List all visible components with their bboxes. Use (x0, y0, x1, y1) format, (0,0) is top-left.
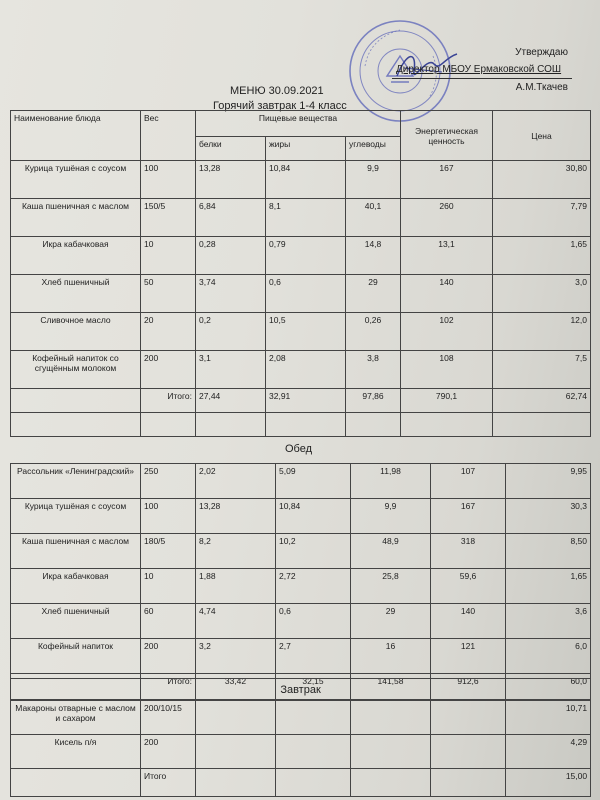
header-fat: жиры (266, 137, 346, 161)
header-price: Цена (493, 111, 591, 161)
dish-price: 30,80 (493, 161, 591, 199)
dish-carbs: 14,8 (346, 237, 401, 275)
dish-protein: 8,2 (196, 534, 276, 569)
dish-fat: 0,79 (266, 237, 346, 275)
breakfast2-title: Завтрак (11, 679, 591, 701)
dish-energy: 107 (431, 464, 506, 499)
dish-price: 8,50 (506, 534, 591, 569)
dish-name: Каша пшеничная с маслом (11, 534, 141, 569)
dish-price: 3,6 (506, 604, 591, 639)
dish-fat: 10,84 (266, 161, 346, 199)
total-fat: 32,91 (266, 389, 346, 413)
dish-name: Кисель п/я (11, 735, 141, 769)
dish-weight: 200 (141, 735, 196, 769)
dish-price: 1,65 (506, 569, 591, 604)
dish-carbs: 29 (351, 604, 431, 639)
dish-protein: 3,2 (196, 639, 276, 674)
dish-carbs: 9,9 (346, 161, 401, 199)
dish-fat: 8,1 (266, 199, 346, 237)
dish-weight: 180/5 (141, 534, 196, 569)
dish-energy: 121 (431, 639, 506, 674)
table-row (11, 464, 591, 499)
breakfast-table (10, 110, 591, 437)
dish-energy: 140 (401, 275, 493, 313)
dish-fat: 0,6 (266, 275, 346, 313)
dish-carbs: 25,8 (351, 569, 431, 604)
total-carbs: 97,86 (346, 389, 401, 413)
dish-protein: 13,28 (196, 161, 266, 199)
dish-energy: 318 (431, 534, 506, 569)
table-row (11, 639, 591, 674)
dish-fat: 2,72 (276, 569, 351, 604)
empty-cell (276, 701, 351, 735)
dish-energy: 102 (401, 313, 493, 351)
lunch-table (10, 463, 591, 700)
breakfast-total-row (11, 389, 591, 413)
dish-name: Хлеб пшеничный (11, 275, 141, 313)
menu-title: МЕНЮ 30.09.2021 (230, 85, 324, 97)
total-label: Итого (141, 769, 196, 797)
total-fat: 32,15 (276, 674, 351, 700)
dish-price: 6,0 (506, 639, 591, 674)
total-protein: 27,44 (196, 389, 266, 413)
total-energy: 790,1 (401, 389, 493, 413)
table-row (11, 161, 591, 199)
dish-weight: 100 (141, 161, 196, 199)
menu-subtitle: Горячий завтрак 1-4 класс (213, 100, 347, 112)
header-nutrients: Пищевые вещества (196, 111, 401, 137)
dish-name: Макароны отварные с маслом и сахаром (11, 701, 141, 735)
dish-price: 4,29 (506, 735, 591, 769)
dish-fat: 2,7 (276, 639, 351, 674)
empty-cell (276, 735, 351, 769)
dish-energy: 167 (401, 161, 493, 199)
dish-name: Кофейный напиток (11, 639, 141, 674)
director-name: А.М.Ткачев (392, 78, 572, 96)
total-label: Итого: (141, 389, 196, 413)
dish-fat: 10,5 (266, 313, 346, 351)
approval-line: Утверждаю (515, 47, 568, 58)
empty-cell (431, 701, 506, 735)
table-row (11, 569, 591, 604)
table-row (11, 199, 591, 237)
dish-fat: 5,09 (276, 464, 351, 499)
director-position: Директор МБОУ Ермаковской СОШ (396, 64, 562, 75)
empty-cell (351, 735, 431, 769)
dish-name: Курица тушёная с соусом (11, 161, 141, 199)
dish-name: Сливочное масло (11, 313, 141, 351)
total-carbs: 141,58 (351, 674, 431, 700)
header-protein: белки (196, 137, 266, 161)
dish-name: Каша пшеничная с маслом (11, 199, 141, 237)
table-row (11, 701, 591, 735)
dish-weight: 250 (141, 464, 196, 499)
dish-fat: 10,84 (276, 499, 351, 534)
dish-weight: 50 (141, 275, 196, 313)
dish-carbs: 48,9 (351, 534, 431, 569)
dish-protein: 1,88 (196, 569, 276, 604)
dish-name: Рассольник «Ленинградский» (11, 464, 141, 499)
dish-carbs: 29 (346, 275, 401, 313)
dish-fat: 10,2 (276, 534, 351, 569)
dish-weight: 150/5 (141, 199, 196, 237)
dish-weight: 200/10/15 (141, 701, 196, 735)
empty-cell (351, 701, 431, 735)
table-row (11, 237, 591, 275)
dish-price: 30,3 (506, 499, 591, 534)
dish-weight: 20 (141, 313, 196, 351)
dish-protein: 3,1 (196, 351, 266, 389)
total-price: 15,00 (506, 769, 591, 797)
dish-fat: 0,6 (276, 604, 351, 639)
dish-protein: 2,02 (196, 464, 276, 499)
header-weight: Вес (141, 111, 196, 161)
dish-price: 7,79 (493, 199, 591, 237)
total-energy: 912,6 (431, 674, 506, 700)
dish-carbs: 0,26 (346, 313, 401, 351)
table-row (11, 275, 591, 313)
dish-protein: 13,28 (196, 499, 276, 534)
dish-protein: 0,28 (196, 237, 266, 275)
dish-energy: 167 (431, 499, 506, 534)
dish-protein: 0,2 (196, 313, 266, 351)
dish-energy: 140 (431, 604, 506, 639)
dish-weight: 100 (141, 499, 196, 534)
total-price: 60,0 (506, 674, 591, 700)
dish-fat: 2,08 (266, 351, 346, 389)
table-row (11, 499, 591, 534)
header-name: Наименование блюда (11, 111, 141, 161)
dish-carbs: 16 (351, 639, 431, 674)
dish-price: 1,65 (493, 237, 591, 275)
dish-weight: 10 (141, 237, 196, 275)
dish-name: Хлеб пшеничный (11, 604, 141, 639)
total-protein: 33,42 (196, 674, 276, 700)
dish-weight: 200 (141, 351, 196, 389)
dish-weight: 10 (141, 569, 196, 604)
dish-energy: 260 (401, 199, 493, 237)
breakfast2-total-row (11, 769, 591, 797)
dish-name: Икра кабачковая (11, 569, 141, 604)
dish-protein: 6,84 (196, 199, 266, 237)
empty-cell (196, 735, 276, 769)
dish-price: 7,5 (493, 351, 591, 389)
table-row (11, 735, 591, 769)
empty-cell (196, 701, 276, 735)
dish-weight: 200 (141, 639, 196, 674)
dish-carbs: 3,8 (346, 351, 401, 389)
dish-energy: 13,1 (401, 237, 493, 275)
header-carbs: углеводы (346, 137, 401, 161)
dish-protein: 3,74 (196, 275, 266, 313)
dish-carbs: 40,1 (346, 199, 401, 237)
dish-weight: 60 (141, 604, 196, 639)
dish-price: 10,71 (506, 701, 591, 735)
empty-cell (431, 735, 506, 769)
approval-block (392, 44, 572, 96)
dish-name: Кофейный напиток со сгущённым молоком (11, 351, 141, 389)
total-label: Итого: (141, 674, 196, 700)
lunch-title: Обед (285, 443, 313, 455)
dish-price: 9,95 (506, 464, 591, 499)
dish-protein: 4,74 (196, 604, 276, 639)
table-row (11, 313, 591, 351)
table-row (11, 534, 591, 569)
breakfast2-table (10, 678, 591, 797)
dish-name: Курица тушёная с соусом (11, 499, 141, 534)
dish-carbs: 11,98 (351, 464, 431, 499)
dish-price: 12,0 (493, 313, 591, 351)
dish-energy: 59,6 (431, 569, 506, 604)
header-energy: Энергетическая ценность (401, 111, 493, 161)
dish-price: 3,0 (493, 275, 591, 313)
dish-energy: 108 (401, 351, 493, 389)
dish-name: Икра кабачковая (11, 237, 141, 275)
total-price: 62,74 (493, 389, 591, 413)
dish-carbs: 9,9 (351, 499, 431, 534)
table-row (11, 351, 591, 389)
table-row (11, 604, 591, 639)
